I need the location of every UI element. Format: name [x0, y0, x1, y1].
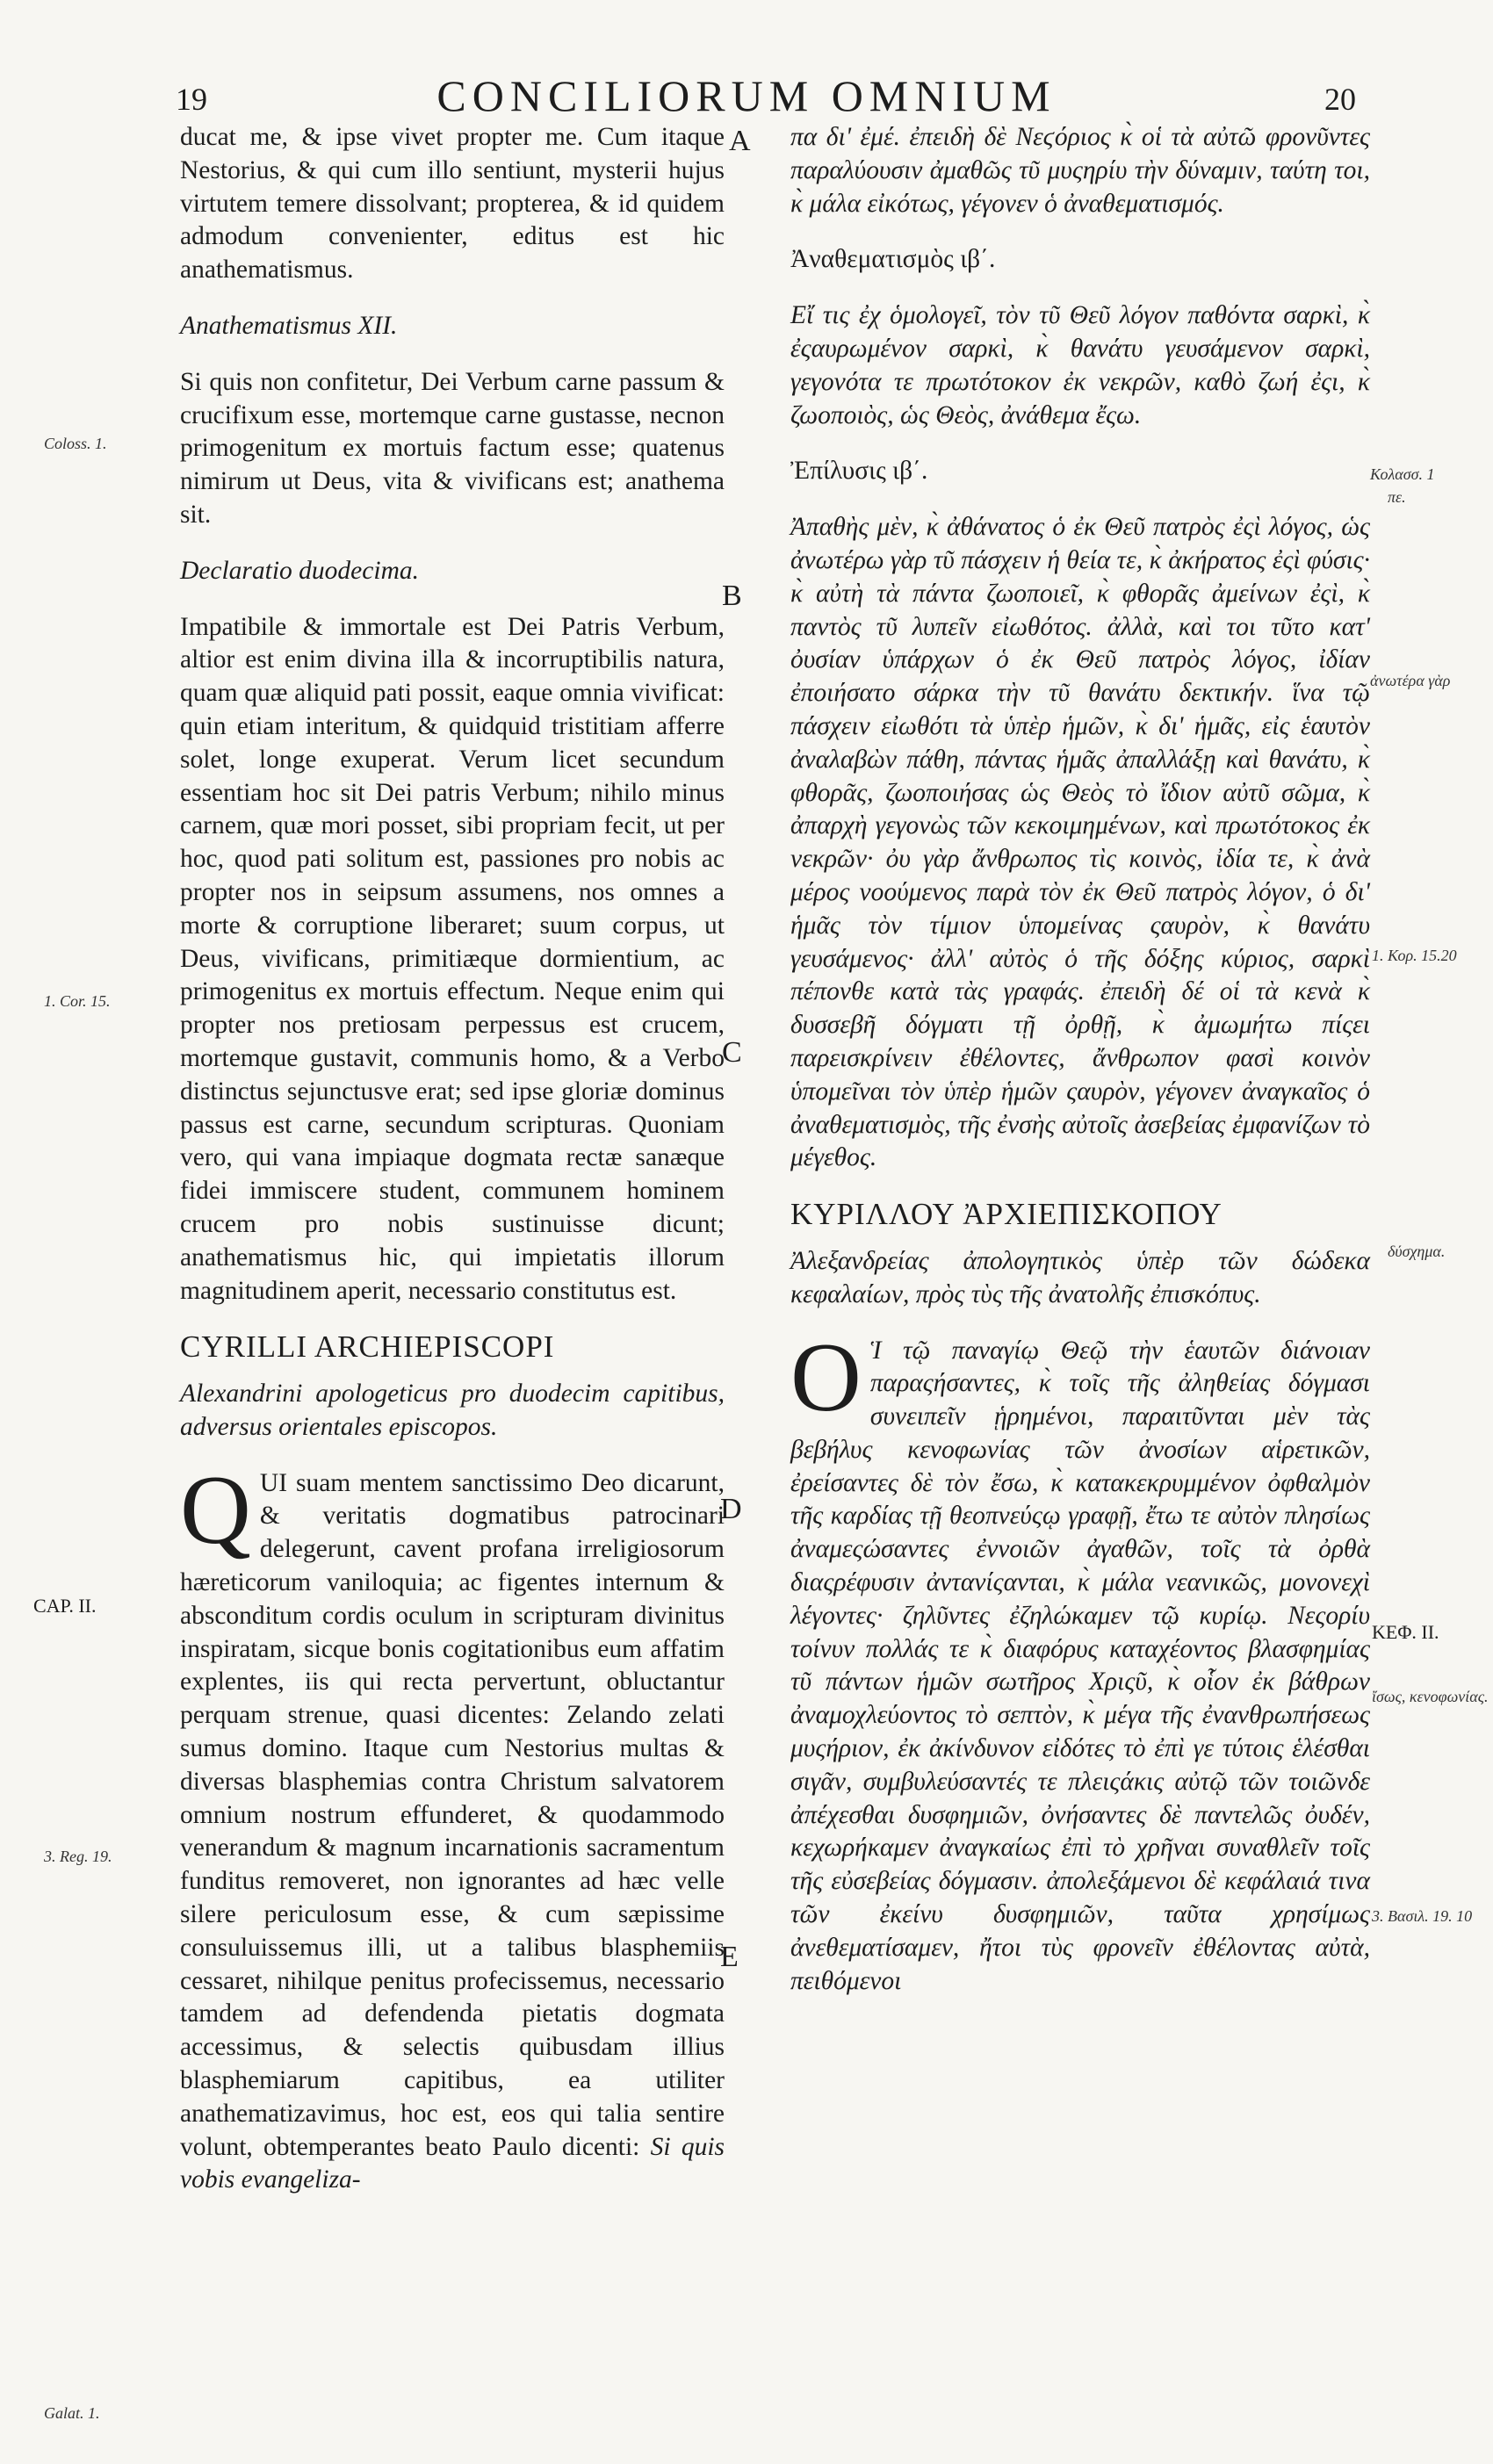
margin-note-isos: ἴσως, κενοφωνίας. [1372, 1688, 1489, 1705]
margin-note-pe: πε. [1388, 488, 1406, 506]
latin-subtitle: Alexandrini apologeticus pro duodecim capitibus, adversus orientales episcopos. [180, 1380, 725, 1441]
greek-drop-cap: Ο [790, 1322, 862, 1432]
latin-heading-declaratio: Declaratio duodecima. [180, 556, 419, 585]
greek-column [790, 121, 1370, 1998]
margin-note-reg: 3. Reg. 19. [44, 1848, 112, 1865]
latin-heading-anathematismus: Anathematismus XII. [180, 311, 398, 340]
greek-paragraph-3: Ἀπαθὴς μὲν, κ̀ ἀθάνατος ὁ ἐκ Θεῦ πατρὸς ἐςὶ λόγος, ὡς ἀνωτέρω γὰρ τῦ πάσχειν ἡ θεία τε, κ̀ ἀκήρατος ἐςὶ φύσις· κ̀ αὐτὴ τὰ πάντα ζωοποιεῖ, κ̀ φθορᾶς ἀμείνων ἐςὶ, κ̀ παντὸς τῦ λυπεῖν εἰωθότος. ἀλλὰ, καὶ τοι τῦτο κατ' ὀυσίαν ὑπάρχων ὁ ἐκ Θεῦ πατρὸς λόγος, ἰδίαν ἐποιήσατο σάρκα τὴν τῦ θανάτυ δεκτικήν. ἵνα τῷ πάσχειν εἰωθότι τὰ ὑπὲρ ἡμῶν, κ̀ δι' ἡμᾶς, εἰς ἑαυτὸν ἀναλαβὼν πάθη, πάντας ἡμᾶς ἀπαλλάξῃ καὶ θανάτυ, κ̀ φθορᾶς, ζωοποιήσας ὡς Θεὸς τὸ ἴδιον αὐτῦ σῶμα, κ̀ ἀπαρχὴ γεγονὼς τῶν κεκοιμημένων, καὶ πρωτότοκος ἐκ νεκρῶν· ὀυ γὰρ ἄνθρωπος τὶς κοινὸς, ἰδία τε, κ̀ ἀνὰ μέρος νοούμενος παρὰ τὸν ἐκ Θεῦ πατρὸς λόγον, ὁ δι' ἡμᾶς τὸν τίμιον ὑπομείνας ςαυρὸν, κ̀ θανάτυ γευσάμενος· ἀλλ' αὐτὸς ὁ τῆς δόξης κύριος, σαρκὶ πέπονθε κατὰ τὰς γραφάς. ἐπειδὴ δέ οἱ τὰ κενὰ κ̀ δυσσεβῆ δόγματι τῇ ὀρθῇ, κ̀ ἀμωμήτω πίςει παρεισκρίνειν ἐθέλοντες, ἄνθρωπον φασὶ κοινὸν ὑπομεῖναι τὸν ὑπὲρ ἡμῶν ςαυρὸν, γέγονεν ἀναγκαῖος ὁ ἀναθεματισμὸς, τῆς ἐνσὴς αὐτοῖς ἀσεβείας ἐμφανίζων τὸ μέγεθος. [790, 513, 1370, 1172]
greek-heading-kyrillou: ΚΥΡΙΛΛΟΥ ἈΡΧΙΕΠΙΣΚΟΠΟΥ [790, 1197, 1223, 1232]
section-letter-d: D [720, 1493, 742, 1525]
page-number-left: 19 [176, 82, 207, 117]
greek-paragraph-1: πα δι' ἐμέ. ἐπειδὴ δὲ Νεϛόριος κ̀ οἱ τὰ αὐτῶ φρονῦντες παραλύουσιν ἀμαθῶς τῦ μυςηρίυ τὴν δύναμιν, ταύτη τοι, κ̀ μάλα εἰκότως, γέγονεν ὁ ἀναθεματισμός. [790, 123, 1370, 218]
greek-heading-epilysis: Ἐπίλυσις ιβ΄. [790, 457, 928, 486]
latin-paragraph-2: Si quis non confitetur, Dei Verbum carne passum & crucifixum esse, mortemque carne gustasse, necnon primogenitum ex mortuis factum esse; quatenus nimirum ut Deus, vita & vivificans est; anathema sit. [180, 367, 725, 529]
greek-paragraph-4 [790, 1322, 1370, 1999]
latin-paragraph-4-end: Si quis vobis evangeliza- [180, 2132, 725, 2194]
margin-note-anotera: ἀνωτέρα γὰρ [1370, 672, 1451, 689]
greek-heading-anathematismos: Ἀναθεματισμὸς ιβ΄. [790, 245, 996, 274]
margin-note-kor: 1. Κορ. 15.20 [1372, 947, 1457, 964]
page-title: CONCILIORUM OMNIUM [436, 71, 1057, 120]
latin-heading-cyrilli: CYRILLI ARCHIEPISCOPI [180, 1329, 555, 1365]
latin-column [180, 121, 725, 2197]
margin-note-coloss: Coloss. 1. [44, 435, 107, 452]
margin-note-kef: ΚΕΦ. II. [1372, 1621, 1439, 1643]
greek-paragraph-2: Εἴ τις ἐχ ὁμολογεῖ, τὸν τῦ Θεῦ λόγον παθόντα σαρκὶ, κ̀ ἐςαυρωμένον σαρκὶ, κ̀ θανάτυ γευσάμενον σαρκὶ, γεγονότα τε πρωτότοκον ἐκ νεκρῶν, καθὸ ζωή ἐςι, κ̀ ζωοποιὸς, ὡς Θεὸς, ἀνάθεμα ἔςω. [790, 301, 1370, 429]
section-letter-b: B [722, 580, 742, 612]
latin-paragraph-4 [180, 1455, 725, 2198]
greek-paragraph-4-text: Ἱ τῷ παναγίῳ Θεῷ τὴν ἑαυτῶν διάνοιαν παραςήσαντες, κ̀ τοῖς τῆς ἀληθείας δόγμασι συνειπεῖν ᾑρημένοι, παραιτῦνται μὲν τὰς βεβήλυς κενοφωνίας τῶν ἀνοσίων αἱρετικῶν, ἐρείσαντες δὲ τὸν ἔσω, κ̀ κατακεκρυμμένον ὀφθαλμὸν τῆς καρδίας τῇ θεοπνεύςῳ γραφῇ, ἔτω τε αὐτὸν πλησίως ἀναμεςώσαντες ἐννοιῶν ἀγαθῶν, τοῖς τὰ ὀρθὰ διαςρέφυσιν ἀντανίςανται, κ̀ μάλα νεανικῶς, μονονεχὶ λέγοντες· ζηλῦντες ἐζηλώκαμεν τῷ κυρίῳ. Νεςορίυ τοίνυν πολλάς τε κ̀ διαφόρυς καταχέοντος βλασφημίας τῦ πάντων ἡμῶν σωτῆρος Χριςῦ, κ̀ οἷον ἐκ βάθρων ἀναμοχλεύοντος τὸ σεπτὸν, κ̀ μέγα τῆς ἐνανθρωπήσεως μυςήριον, ἐκ ἀκίνδυνον εἰδότες τὸ ἐπὶ γε τύτοις ἑλέσθαι σιγᾶν, συμβυλεύσαντές τε πλειςάκις αὐτῷ τῶν τοιῶνδε ἀπέχεσθαι δυσφημιῶν, ὀνήσαντες δὲ παντελῶς ὀυδέν, κεχωρήκαμεν ἀναγκαίως ἐπὶ τὸ χρῆναι συναθλεῖν τοῖς τῆς εὐσεβείας δόγμασιν. ἀπολεξάμενοι δὲ κεφάλαιά τινα τῶν ἐκείνυ δυσφημιῶν, ταῦτα χρησίμως ἀνεθεματίσαμεν, ἤτοι τὺς φρονεῖν ἐθέλοντας αὐτὰ, πειθόμενοι [790, 1336, 1370, 1995]
latin-paragraph-1: ducat me, & ipse vivet propter me. Cum itaque Nestorius, & qui cum illo sentiunt, mysterii hujus virtutem temere dissolvant; propterea, & id quidem admodum convenienter, editus est hic anathematismus. [180, 123, 725, 285]
latin-paragraph-3: Impatibile & immortale est Dei Patris Verbum, altior est enim divina illa & incorruptibilis natura, quam quæ aliquid pati possit, eaque omnia vivificat: quin etiam interitum, & quidquid tristitiam afferre solet, longe exuperat. Verum licet secundum essentiam hoc sit Dei patris Verbum; nihilo minus carnem, quæ mori posset, sibi propriam fecit, ut per hoc, quod pati solitum est, passiones pro nobis ac propter nos in seipsum assumens, nos omnes a morte & corruptione liberaret; suum corpus, ut Deus, vivificans, primitiæque dormientium, ac primogenitus ex mortuis effectum. Neque enim qui propter nos pretiosam perpessus est crucem, mortemque gustavit, communis homo, & a Verbo distinctus sejunctusve erat; sed ipse gloriæ dominus passus est carne, secundum scripturas. Quoniam vero, qui vana impiaque dogmata rectæ sanæque fidei immiscere student, communem hominem crucem pro nobis sustinuisse dicunt; anathematismus hic, qui impietatis illorum magnitudinem aperit, necessario constitutus est. [180, 612, 725, 1305]
greek-subtitle: Ἀλεξανδρείας ἀπολογητικὸς ὑπὲρ τῶν δώδεκα κεφαλαίων, πρὸς τὺς τῆς ἀνατολῆς ἐπισκόπυς. [790, 1246, 1370, 1308]
section-letter-e: E [720, 1941, 739, 1973]
margin-note-cap: CAP. II. [33, 1595, 97, 1617]
latin-paragraph-4-text: UI suam mentem sanctissimo Deo dicarunt, & veritatis dogmatibus patrocinari delegerunt, cavent profana irreligiosorum hæreticorum vaniloquia; ac figentes internum & absconditum cordis oculum in scripturam divinitus inspiratam, sicque bonis cogitationibus eum affatim explentes, iis qui recta pervertunt, obluctantur perquam strenue, quasi dicentes: Zelando zelati sumus domino. Itaque cum Nestorius multas & diversas blasphemias contra Christum salvatorem omnium nostrum effunderet, & quodammodo venerandum & magnum incarnationis sacramentum funditus removeret, non ignorantes ad hæc velle silere periculosum esse, & cum sæpissime consuluissemus illi, ut a talibus blasphemiis cessaret, nihilque penitus profecissemus, necessario tamdem ad defendenda pietatis dogmata accessimus, & selectis quibusdam illius blasphemiarum capitibus, ea utiliter anathematizavimus, hoc est, eos qui talia sentire volunt, obtemperantes beato Paulo dicenti: [180, 1468, 725, 2161]
margin-note-kolass: Κολασσ. 1 [1370, 465, 1435, 483]
latin-drop-cap: Q [180, 1455, 251, 1565]
margin-note-basil: 3. Βασιλ. 19. 10 [1372, 1907, 1473, 1925]
margin-note-cor: 1. Cor. 15. [44, 992, 111, 1010]
section-letter-a: A [729, 125, 751, 157]
margin-note-susxima: δύσχημα. [1388, 1243, 1446, 1260]
section-letter-c: C [722, 1036, 742, 1069]
page-number-right: 20 [1324, 82, 1356, 117]
margin-note-galat: Galat. 1. [44, 2404, 100, 2422]
